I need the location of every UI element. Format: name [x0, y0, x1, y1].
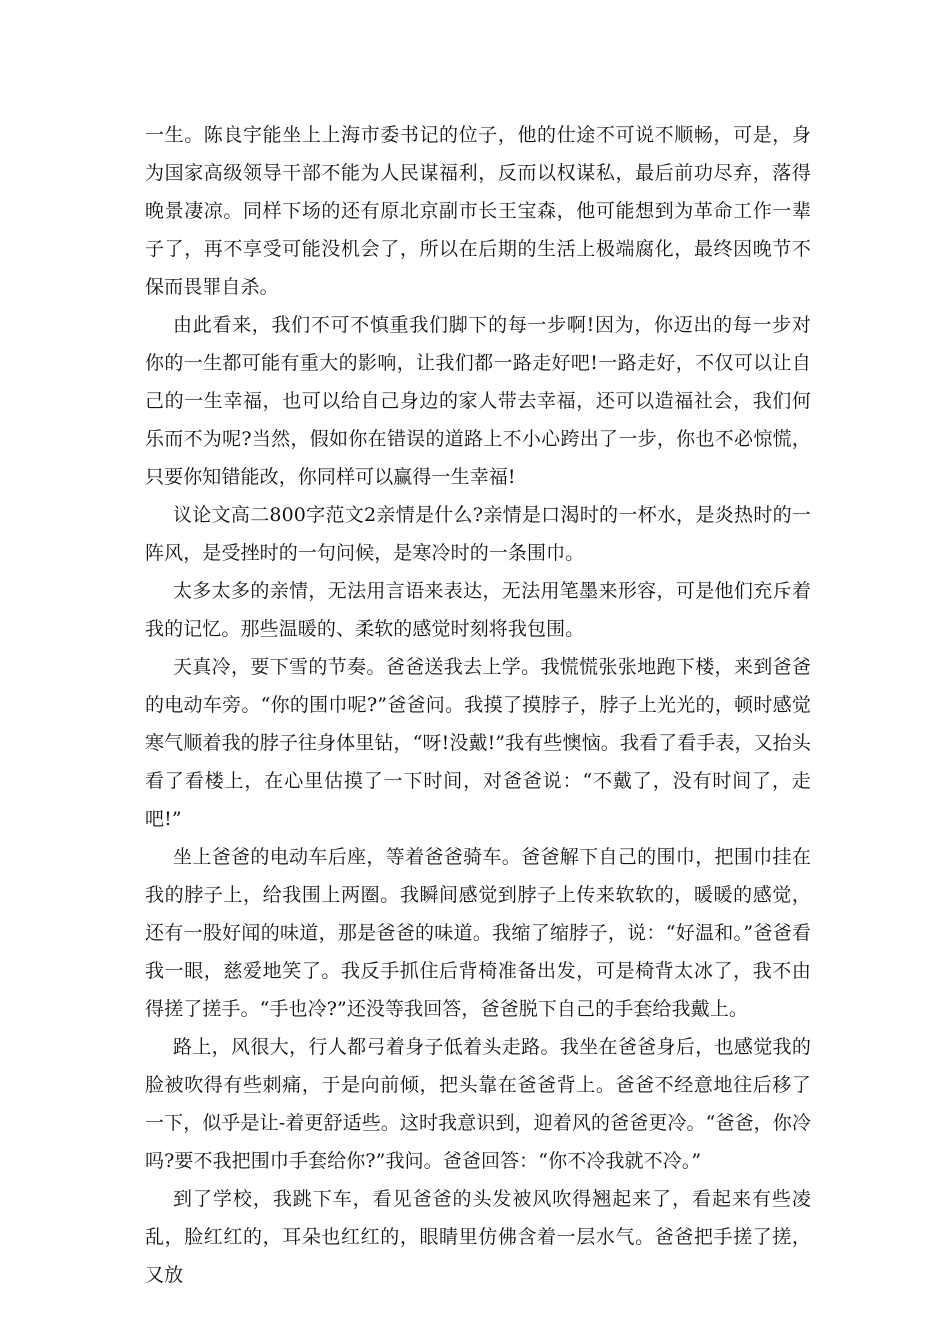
paragraph-5: 天真冷，要下雪的节奏。爸爸送我去上学。我慌慌张张地跑下楼，来到爸爸的电动车旁。“你的围巾呢?”爸爸问。我摸了摸脖子，脖子上光光的，顿时感觉寒气顺着我的脖子往身体里钻，“呀!没戴!”我有些懊恼。我看了看手表，又抬头看了看楼上，在心里估摸了一下时间，对爸爸说：“不戴了，没有时间了，走吧!”	[145, 656, 811, 830]
paragraph-8: 到了学校，我跳下车，看见爸爸的头发被风吹得翘起来了，看起来有些凌乱，脸红红的，耳朵也红红的，眼睛里仿佛含着一层水气。爸爸把手搓了搓，又放	[145, 1188, 811, 1286]
paragraph-7: 路上，风很大，行人都弓着身子低着头走路。我坐在爸爸身后，也感觉我的脸被吹得有些刺痛，于是向前倾，把头靠在爸爸背上。爸爸不经意地往后移了一下，似乎是让-着更舒适些。这时我意识到，迎着风的爸爸更冷。“爸爸，你冷吗?要不我把围巾手套给你?”我问。爸爸回答：“你不冷我就不冷。”	[145, 1036, 811, 1172]
paragraph-3: 议论文高二800字范文2亲情是什么?亲情是口渴时的一杯水，是炎热时的一阵风，是受挫时的一句问候，是寒冷时的一条围巾。	[145, 504, 811, 564]
paragraph-4: 太多太多的亲情，无法用言语来表达，无法用笔墨来形容，可是他们充斥着我的记忆。那些温暖的、柔软的感觉时刻将我包围。	[145, 580, 811, 640]
paragraph-1: 一生。陈良宇能坐上上海市委书记的位子，他的仕途不可说不顺畅，可是，身为国家高级领导干部不能为人民谋福利，反而以权谋私，最后前功尽弃，落得晚景凄凉。同样下场的还有原北京副市长王宝森，他可能想到为革命工作一辈子了，再不享受可能没机会了，所以在后期的生活上极端腐化，最终因晚节不保而畏罪自杀。	[145, 124, 811, 298]
paragraph-6: 坐上爸爸的电动车后座，等着爸爸骑车。爸爸解下自己的围巾，把围巾挂在我的脖子上，给我围上两圈。我瞬间感觉到脖子上传来软软的，暖暖的感觉，还有一股好闻的味道，那是爸爸的味道。我缩了缩脖子，说：“好温和。”爸爸看我一眼，慈爱地笑了。我反手抓住后背椅准备出发，可是椅背太冰了，我不由得搓了搓手。“手也冷?”还没等我回答，爸爸脱下自己的手套给我戴上。	[145, 846, 811, 1020]
paragraph-2: 由此看来，我们不可不慎重我们脚下的每一步啊!因为，你迈出的每一步对你的一生都可能有重大的影响，让我们都一路走好吧!一路走好，不仅可以让自己的一生幸福，也可以给自己身边的家人带去幸福，还可以造福社会，我们何乐而不为呢?当然，假如你在错误的道路上不小心跨出了一步，你也不必惊慌，只要你知错能改，你同样可以赢得一生幸福!	[145, 314, 811, 488]
document-body	[145, 116, 811, 1294]
